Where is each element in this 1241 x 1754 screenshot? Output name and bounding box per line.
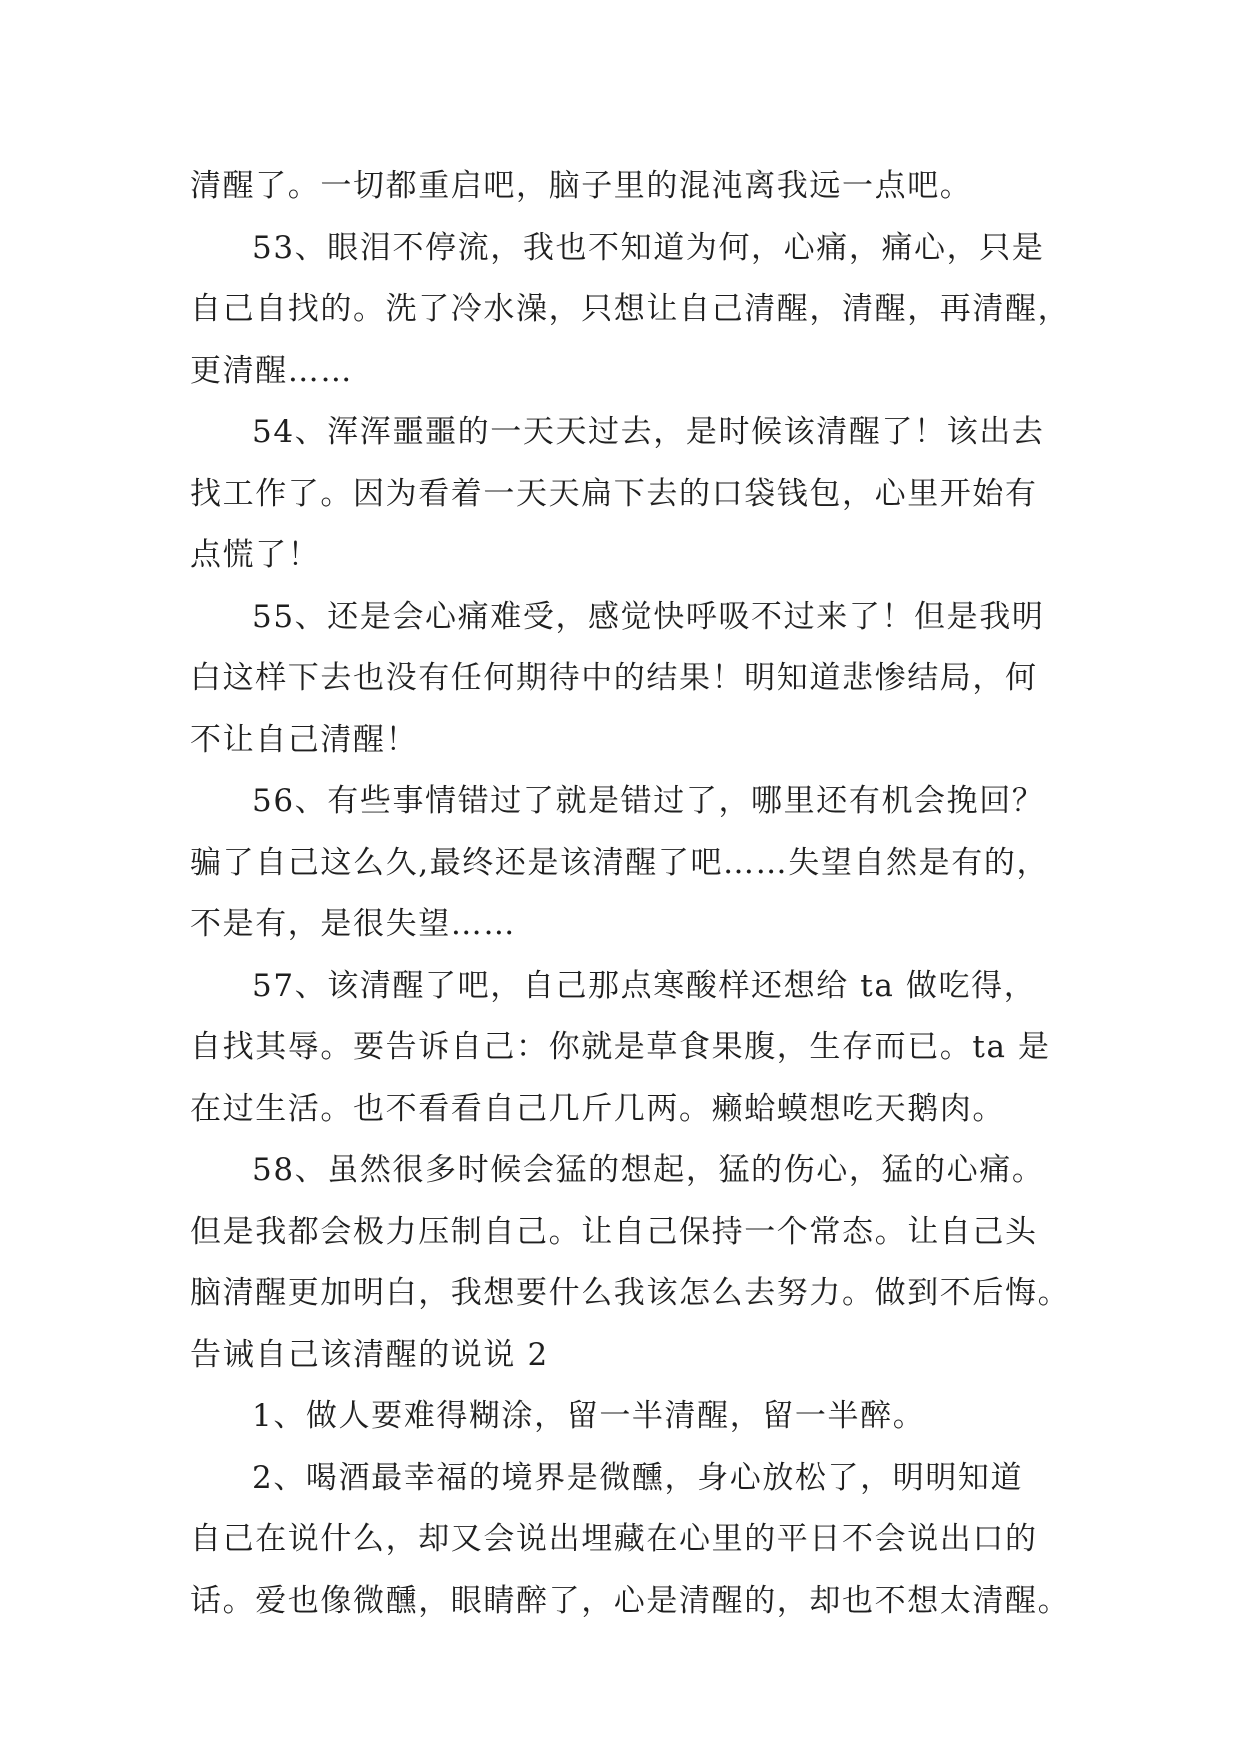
text-line: 不是有，是很失望…… [190, 906, 516, 942]
text-line: 58、虽然很多时候会猛的想起，猛的伤心，猛的心痛。 [252, 1152, 1045, 1188]
text-line: 点慌了！ [190, 537, 321, 573]
text-line: 找工作了。因为看着一天天扁下去的口袋钱包，心里开始有 [190, 475, 1038, 512]
text-line: 53、眼泪不停流，我也不知道为何，心痛，痛心，只是 [252, 229, 1045, 266]
text-line: 更清醒…… [190, 352, 353, 389]
text-line: 57、该清醒了吧，自己那点寒酸样还想给 ta 做吃得， [252, 967, 1037, 1004]
text-line: 1、做人要难得糊涂，留一半清醒，留一半醉。 [252, 1398, 926, 1434]
text-line: 脑清醒更加明白，我想要什么我该怎么去努力。做到不后悔。 [190, 1275, 1071, 1311]
section-heading: 告诫自己该清醒的说说 2 [190, 1336, 549, 1373]
text-line: 55、还是会心痛难受，感觉快呼吸不过来了！但是我明 [252, 598, 1045, 635]
text-line: 自找其辱。要告诉自己：你就是草食果腹，生存而已。ta 是 [190, 1029, 1051, 1065]
text-line: 清醒了。一切都重启吧，脑子里的混沌离我远一点吧。 [190, 168, 973, 204]
text-line: 2、喝酒最幸福的境界是微醺，身心放松了，明明知道 [252, 1459, 1024, 1496]
text-line: 但是我都会极力压制自己。让自己保持一个常态。让自己头 [190, 1213, 1038, 1250]
text-line: 在过生活。也不看看自己几斤几两。癞蛤蟆想吃天鹅肉。 [190, 1090, 1005, 1127]
text-line: 白这样下去也没有任何期待中的结果！明知道悲惨结局，何 [190, 660, 1038, 696]
text-line: 自己在说什么，却又会说出埋藏在心里的平日不会说出口的 [190, 1521, 1038, 1557]
text-line: 话。爱也像微醺，眼睛醉了，心是清醒的，却也不想太清醒。 [190, 1582, 1071, 1619]
text-line: 骗了自己这么久,最终还是该清醒了吧……失望自然是有的， [190, 844, 1050, 881]
text-line: 54、浑浑噩噩的一天天过去，是时候该清醒了！该出去 [252, 414, 1045, 450]
document-body [190, 156, 1071, 1632]
text-line: 自己自找的。洗了冷水澡，只想让自己清醒，清醒，再清醒， [190, 291, 1071, 327]
text-line: 不让自己清醒！ [190, 721, 419, 758]
text-line: 56、有些事情错过了就是错过了，哪里还有机会挽回？ [252, 783, 1045, 819]
